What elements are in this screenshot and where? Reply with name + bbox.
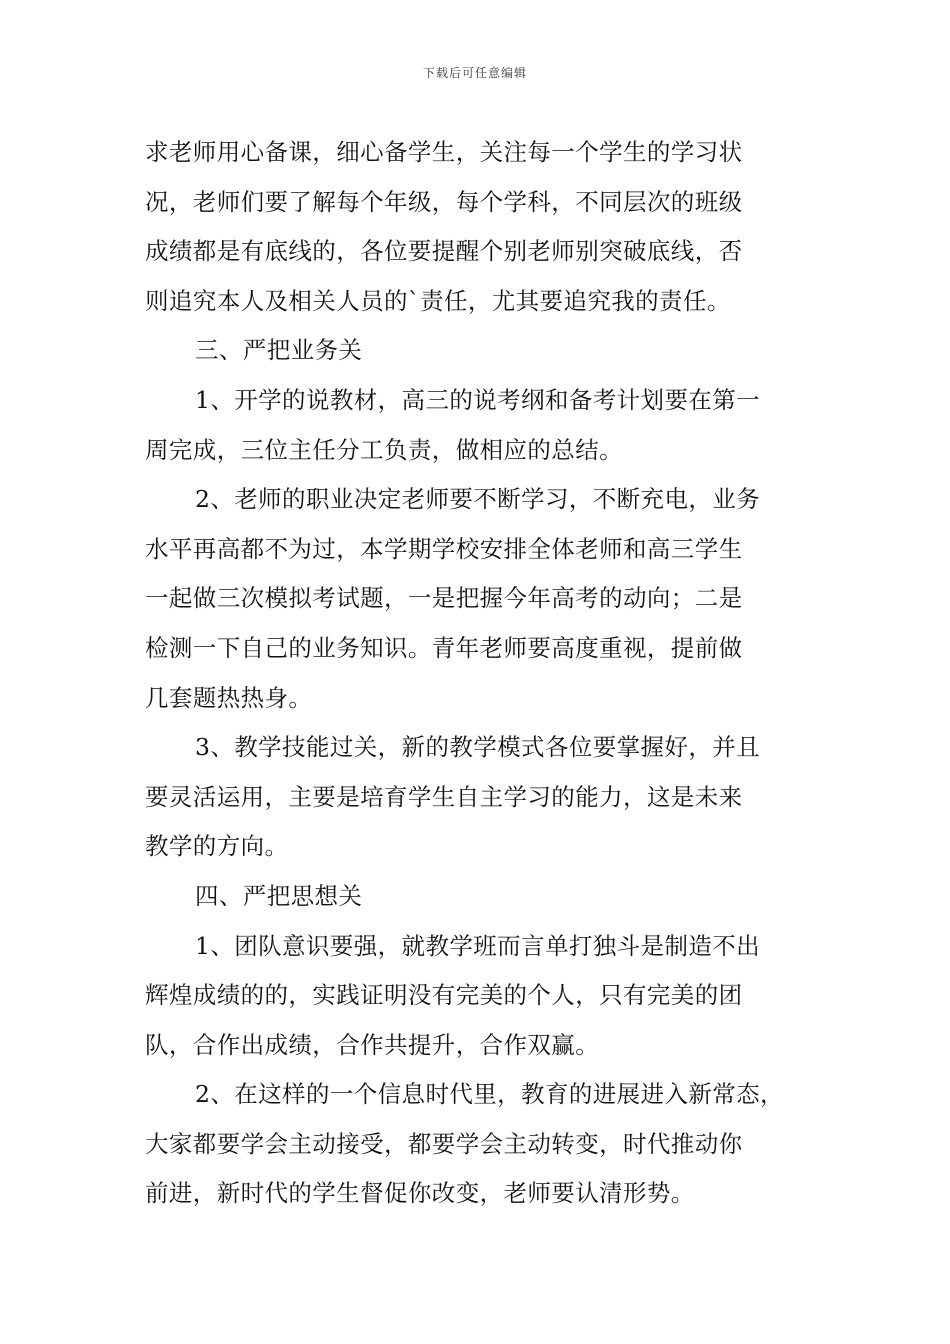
- paragraph-line: 1、团队意识要强，就教学班而言单打独斗是制造不出: [195, 931, 761, 960]
- paragraph-line: 求老师用心备课，细心备学生，关注每一个学生的学习状: [145, 138, 743, 166]
- paragraph-line: 成绩都是有底线的，各位要提醒个别老师别突破底线，否: [145, 237, 743, 266]
- paragraph-line: 3、教学技能过关，新的教学模式各位要掌握好，并且: [195, 733, 761, 762]
- section-heading: 四、严把思想关: [195, 881, 363, 910]
- paragraph-line: 2、老师的职业决定老师要不断学习，不断充电，业务: [195, 485, 761, 514]
- paragraph-line: 前进，新时代的学生督促你改变，老师要认清形势。: [145, 1179, 695, 1208]
- paragraph-line: 队，合作出成绩，合作共提升，合作双赢。: [145, 1030, 600, 1059]
- paragraph-line: 教学的方向。: [145, 832, 289, 861]
- paragraph-line: 要灵活运用，主要是培育学生自主学习的能力，这是未来: [145, 782, 743, 811]
- paragraph-line: 一起做三次模拟考试题，一是把握今年高考的动向；二是: [145, 584, 743, 613]
- page-header: 下载后可任意编辑: [422, 66, 527, 80]
- paragraph-line: 周完成，三位主任分工负责，做相应的总结。: [145, 435, 623, 464]
- paragraph-line: 1、开学的说教材，高三的说考纲和备考计划要在第一: [195, 385, 761, 414]
- paragraph-line: 况，老师们要了解每个年级，每个学科，不同层次的班级: [145, 187, 743, 216]
- section-heading: 三、严把业务关: [195, 336, 363, 365]
- paragraph-line: 检测一下自己的业务知识。青年老师要高度重视，提前做: [145, 633, 743, 662]
- document-body: [145, 128, 813, 1219]
- paragraph-line: 辉煌成绩的的，实践证明没有完美的个人，只有完美的团: [145, 981, 743, 1010]
- paragraph-line: 则追究本人及相关人员的`责任，尤其要追究我的责任。: [145, 286, 731, 315]
- paragraph-line: 2、在这样的一个信息时代里，教育的进展进入新常态，: [195, 1080, 784, 1109]
- paragraph-line: 水平再高都不为过，本学期学校安排全体老师和高三学生: [145, 534, 743, 563]
- paragraph-line: 几套题热热身。: [145, 683, 313, 712]
- paragraph-line: 大家都要学会主动接受，都要学会主动转变，时代推动你: [145, 1129, 743, 1158]
